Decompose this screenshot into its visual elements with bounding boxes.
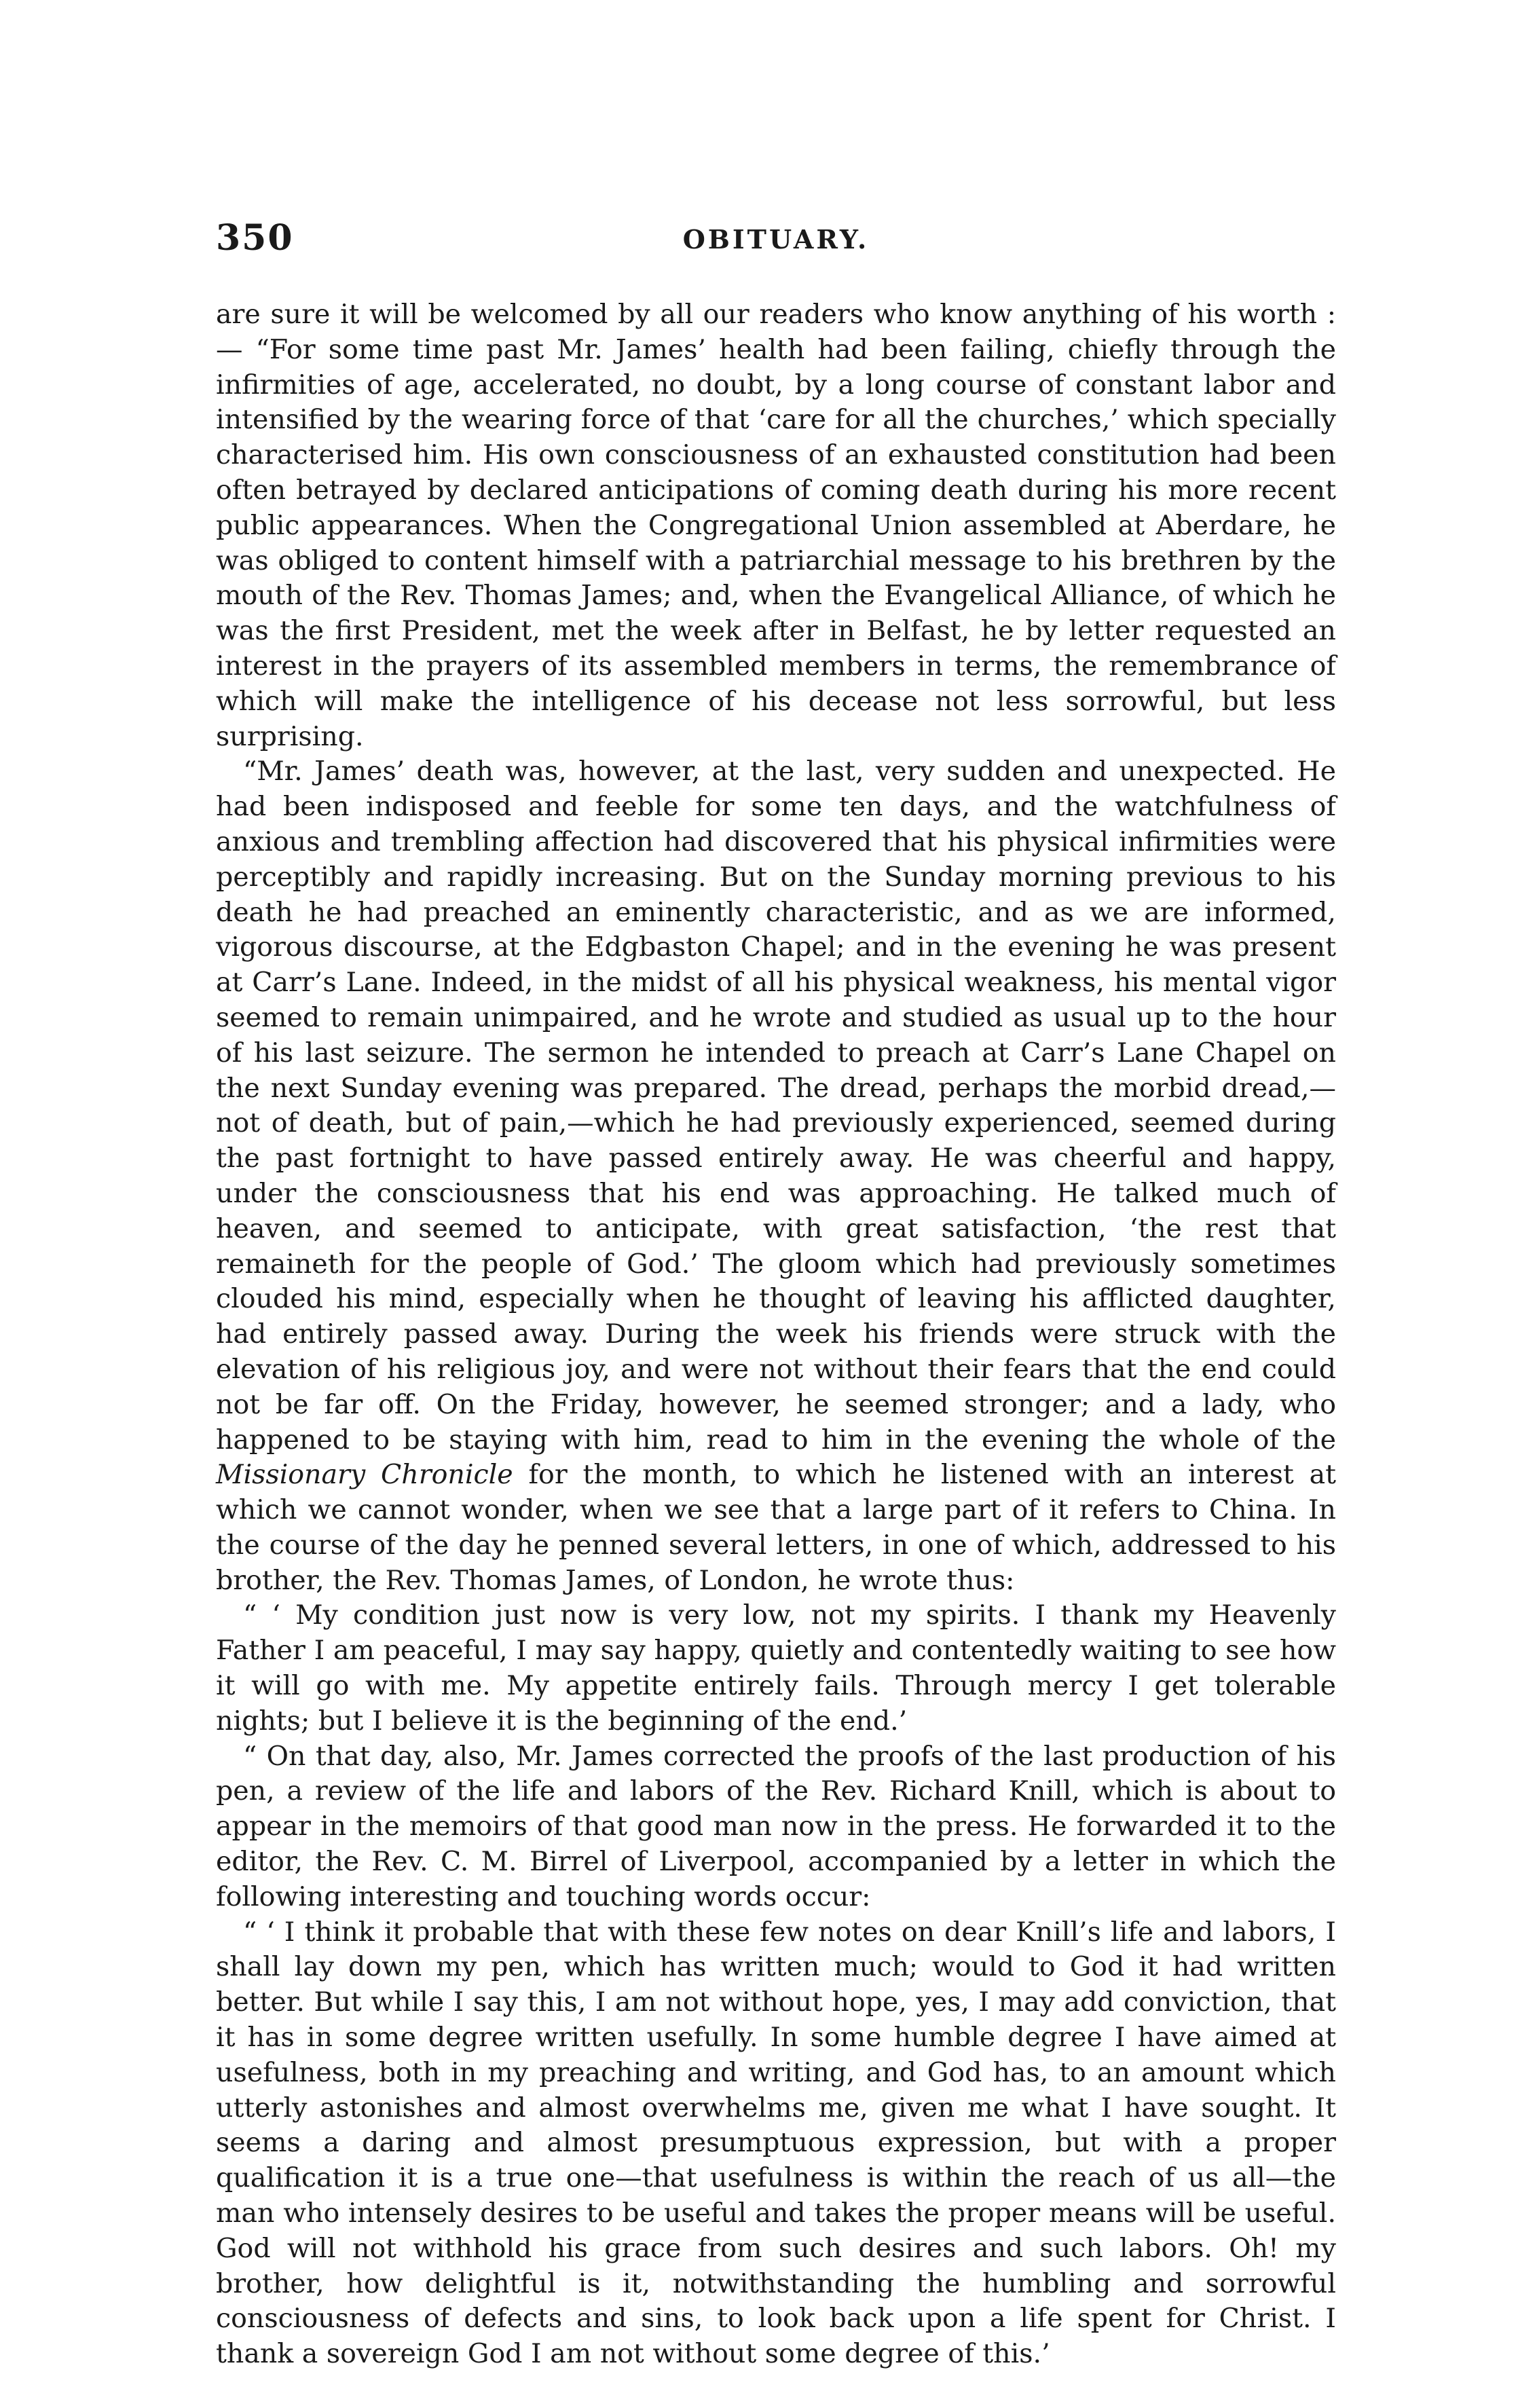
body-text <box>216 297 1336 2372</box>
italic-title: Missionary Chronicle <box>216 1459 513 1491</box>
paragraph-5 <box>216 1915 1336 2372</box>
paragraph-text: “Mr. James’ death was, however, at the last, very sudden and unexpected. He had been indisposed and feeble for some ten days, and the watchfulness of anxious and trembling affection had discovered that his physical infirmities were perceptibly and rapidly increasing. But on the Sunday morning previous to his death he had preached an eminently characteristic, and as we are informed, vigorous discourse, at the Edgbaston Chapel; and in the evening he was present at Carr’s Lane. Indeed, in the midst of all his physical weakness, his mental vigor seemed to remain unimpaired, and he wrote and studied as usual up to the hour of his last seizure. The sermon he intended to preach at Carr’s Lane Chapel on the next Sunday evening was prepared. The dread, perhaps the morbid dread,—not of death, but of pain,—which he had previously experienced, seemed during the past fortnight to have passed entirely away. He was cheerful and happy, under the consciousness that his end was approaching. He talked much of heaven, and seemed to anticipate, with great satisfaction, ‘the rest that remaineth for the people of God.’ The gloom which had previously sometimes clouded his mind, especially when he thought of leaving his afflicted daughter, had entirely passed away. During the week his friends were struck with the elevation of his religious joy, and were not without their fears that the end could not be far off. On the Friday, however, he seemed stronger; and a lady, who happened to be staying with him, read to him in the evening the whole of the <box>216 756 1336 1456</box>
paragraph-text: “ On that day, also, Mr. James corrected the proofs of the last production of his pen, a review of the life and labors of the Rev. Richard Knill, which is about to appear in the memoirs of that good man now in the press. He forwarded it to the editor, the Rev. C. M. Birrel of Liverpool, accompanied by a letter in which the following interesting and touching words occur: <box>216 1740 1336 1912</box>
running-head: OBITUARY. <box>682 224 870 255</box>
paragraph-text: “ ‘ I think it probable that with these few notes on dear Knill’s life and labors, I shall lay down my pen, which has written much; would to God it had written better. But while I say this, I am not without hope, yes, I may add conviction, that it has in some degree written usefully. In some humble degree I have aimed at usefulness, both in my preaching and writing, and God has, to an amount which utterly astonishes and almost overwhelms me, given me what I have sought. It seems a daring and almost presumptuous expression, but with a proper qualification it is a true one—that usefulness is within the reach of us all—the man who intensely desires to be useful and takes the proper means will be useful. God will not withhold his grace from such desires and such labors. Oh! my brother, how delightful is it, notwithstanding the humbling and sorrowful consciousness of defects and sins, to look back upon a life spent for Christ. I thank a sovereign God I am not without some degree of this.’ <box>216 1916 1336 2370</box>
paragraph-text-continued: for the month, to which he listened with an interest at which we cannot wonder, when we see that a large part of it refers to China. In the course of the day he penned several letters, in one of which, addressed to his brother, the Rev. Thomas James, of London, he wrote thus: <box>216 1459 1336 1596</box>
page-header <box>216 217 1336 272</box>
paragraph-2 <box>216 754 1336 1598</box>
paragraph-4 <box>216 1739 1336 1915</box>
paragraph-1 <box>216 297 1336 754</box>
paragraph-text: “ ‘ My condition just now is very low, not my spirits. I thank my Heavenly Father I am peaceful, I may say happy, quietly and contentedly waiting to see how it will go with me. My appetite entirely fails. Through mercy I get tolerable nights; but I believe it is the beginning of the end.’ <box>216 1599 1336 1737</box>
paragraph-3 <box>216 1598 1336 1739</box>
paragraph-text: are sure it will be welcomed by all our readers who know anything of his worth :— “For some time past Mr. James’ health had been failing, chiefly through the infirmities of age, accelerated, no doubt, by a long course of constant labor and intensified by the wearing force of that ‘care for all the churches,’ which specially characterised him. His own consciousness of an exhausted constitution had been often betrayed by declared anticipations of coming death during his more recent public appearances. When the Congregational Union assembled at Aberdare, he was obliged to content himself with a patriarchial message to his brethren by the mouth of the Rev. Thomas James; and, when the Evangelical Alliance, of which he was the first President, met the week after in Belfast, he by letter requested an interest in the prayers of its assembled members in terms, the remembrance of which will make the intelligence of his decease not less sorrowful, but less surprising. <box>216 299 1336 752</box>
page-number: 350 <box>216 217 294 259</box>
